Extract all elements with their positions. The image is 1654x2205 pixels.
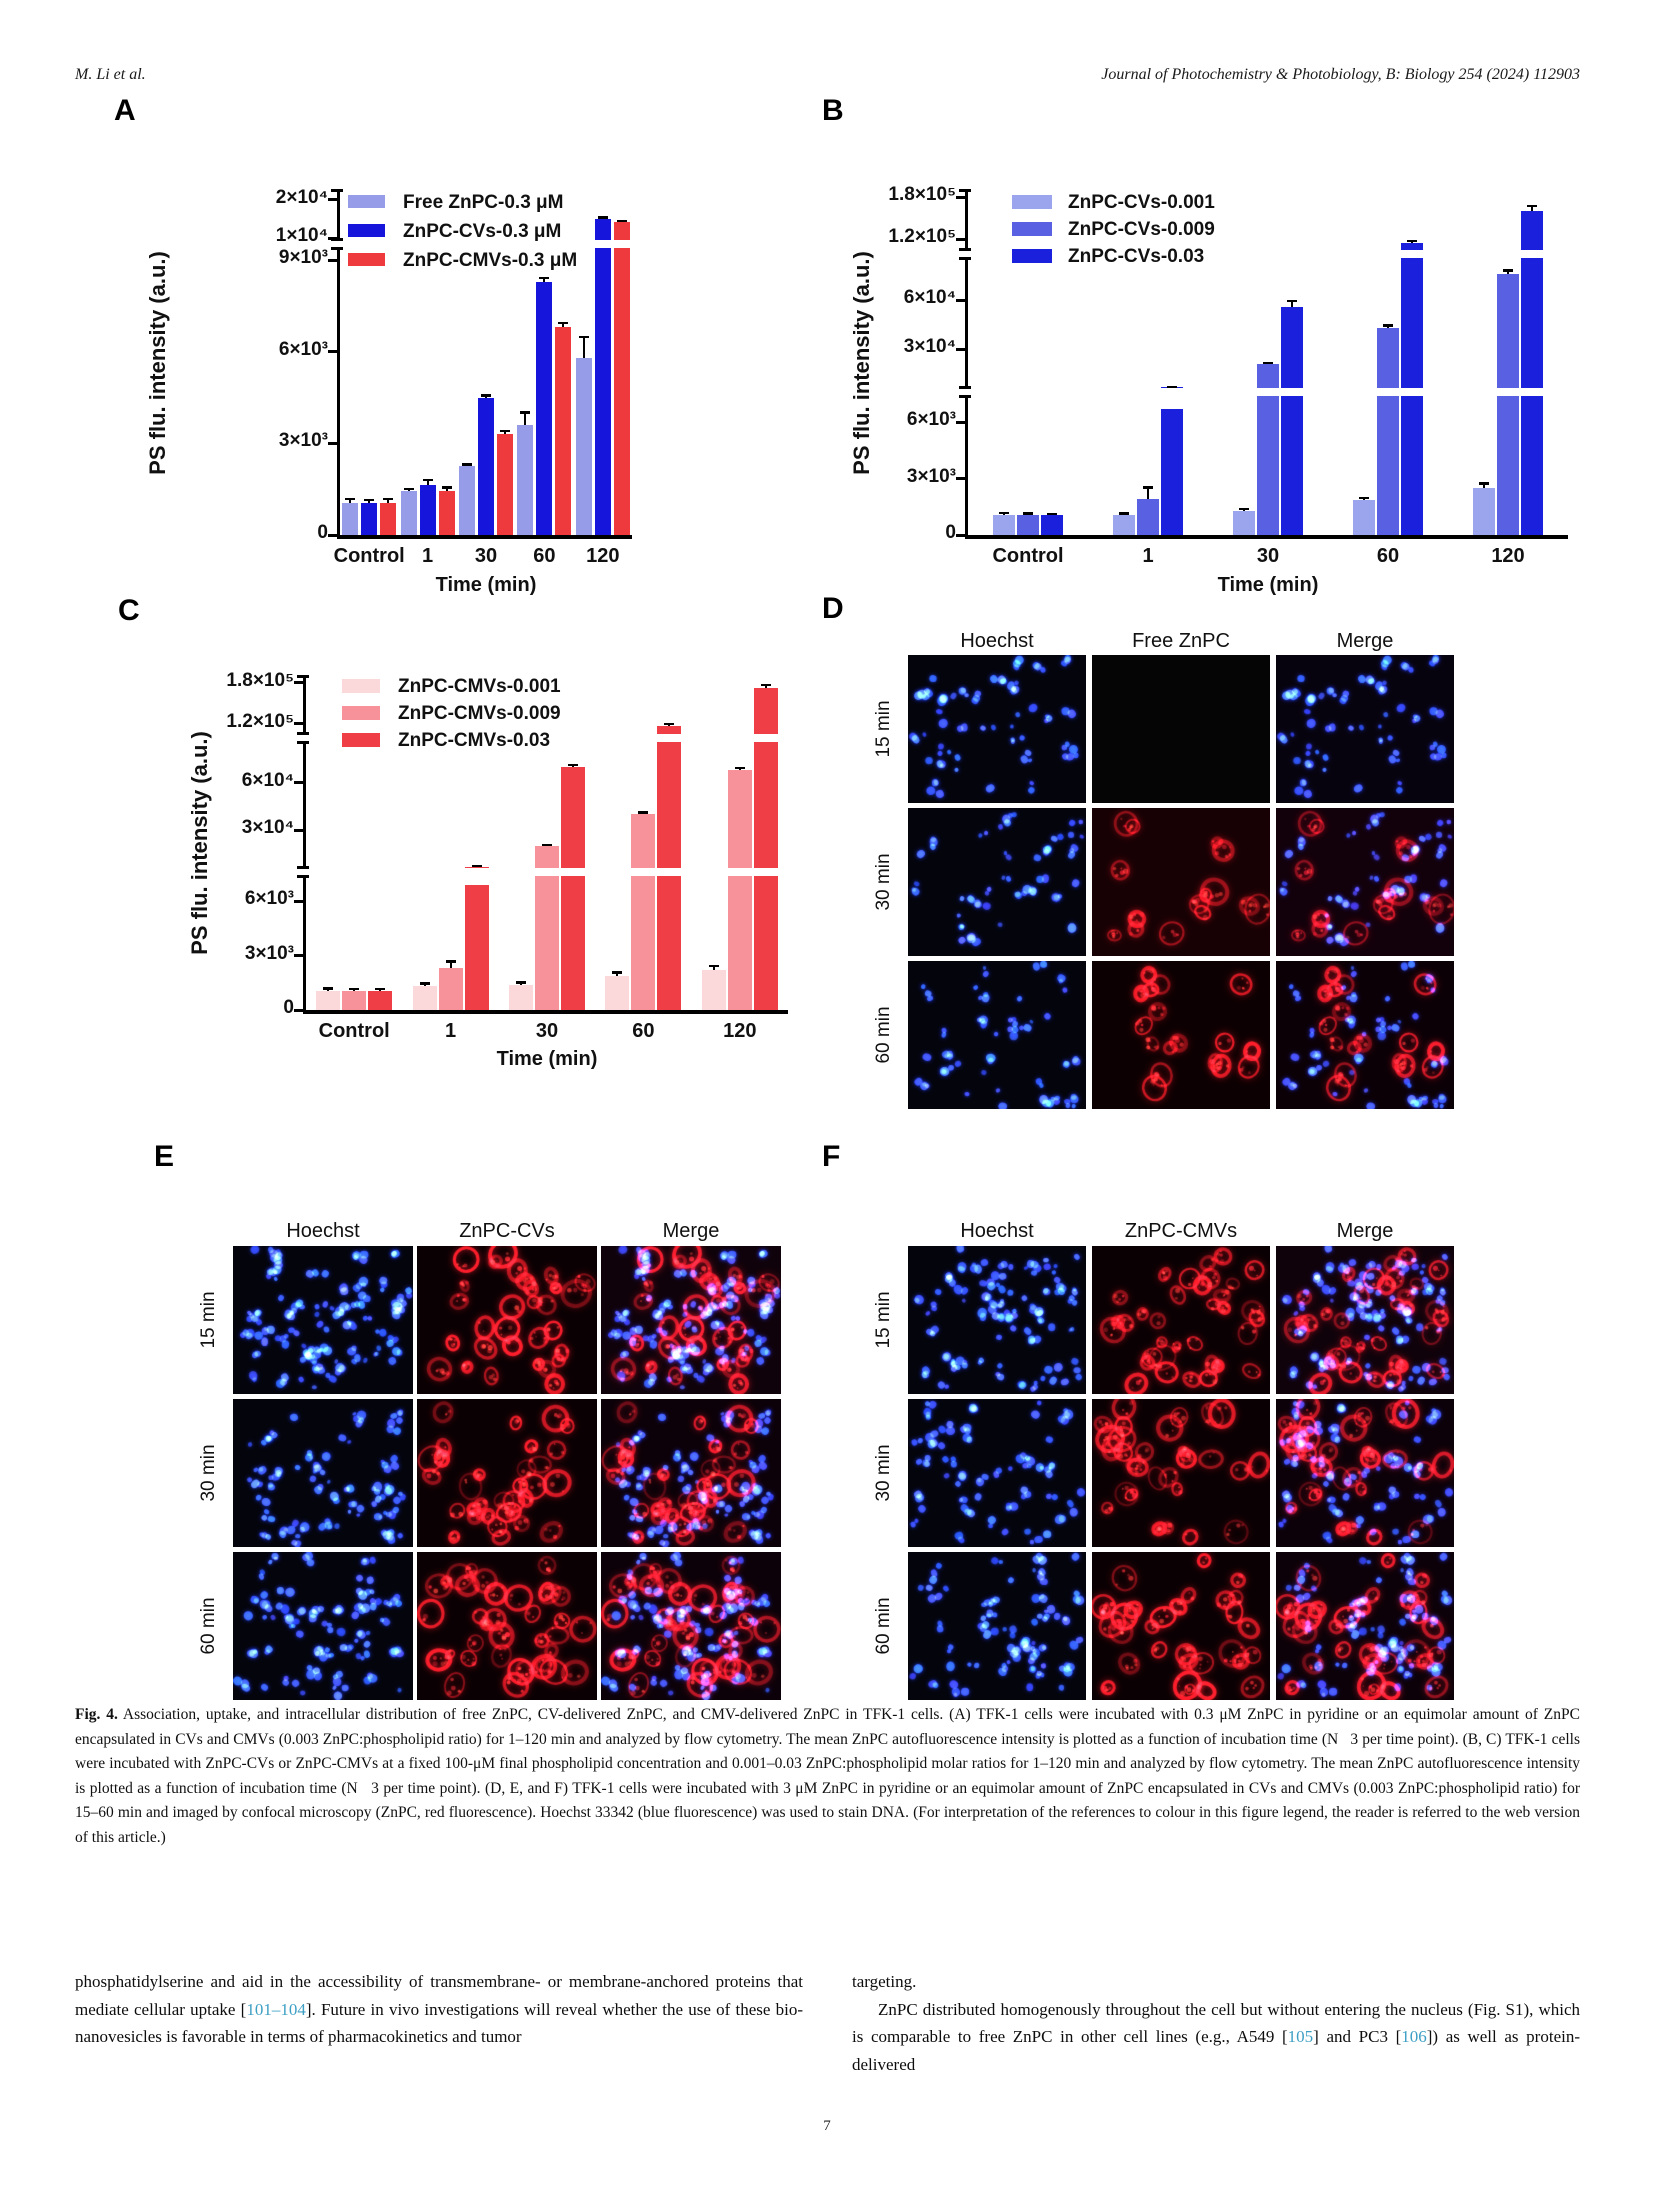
error-bar-cap	[481, 394, 491, 397]
error-bar-cap	[349, 988, 359, 991]
y-tick-label: 3×10³	[278, 430, 328, 452]
reference-link[interactable]: 106	[1401, 2027, 1427, 2046]
y-tick-label: 3×10³	[244, 942, 294, 964]
bar	[728, 770, 752, 868]
tick-mark	[956, 477, 968, 480]
bar	[478, 398, 494, 535]
tick-mark	[294, 681, 306, 684]
micro-row-label: 60 min	[873, 1597, 894, 1655]
error-bar-cap	[423, 479, 433, 482]
body-paragraph	[75, 1968, 803, 2051]
axis-cap	[959, 248, 971, 251]
error-bar-cap	[383, 498, 393, 501]
error-bar-cap	[761, 684, 771, 687]
bar	[420, 485, 436, 535]
text-segment: Association, uptake, and intracellular distribution of free ZnPC, CV-delivered ZnPC, and CMV-delivered ZnPC in TFK-1 cells. (A) TFK-1 cells were incubated with 0.3 μM ZnPC in pyridine or an equimolar amount of ZnPC encapsulated in CVs and CMVs (0.003 ZnPC:phospholipid ratio) for 1–120 min and analyzed by flow cytometry. The mean ZnPC autofluorescence intensity is plotted as a function of incubation time (N 3 per time point). (B, C) TFK-1 cells were incubated with ZnPC-CVs or ZnPC-CMVs at a fixed 100-μM final phospholipid concentration and 0.001–0.03 ZnPC:phospholipid molar ratios for 1–120 min and analyzed by flow cytometry. The mean ZnPC autofluorescence intensity is plotted as a function of incubation time (N 3 per time point). (D, E, and F) TFK-1 cells were incubated with 3 μM ZnPC in pyridine or an equimolar amount of ZnPC encapsulated in CVs and CMVs (0.003 ZnPC:phospholipid ratio) for 15–60 min and imaged by confocal microscopy (ZnPC, red fluorescence). Hoechst 33342 (blue fluorescence) was used to stain DNA. (For interpretation of the references to colour in this figure legend, the reader is referred to the web version of this article.)	[75, 1706, 1580, 1846]
error-bar-cap	[612, 971, 622, 974]
micrograph-image	[1092, 1399, 1270, 1547]
bar	[459, 466, 475, 535]
text-segment: phosphatidylserine and aid in the accessibility of transmembrane- or membrane-anchored proteins that mediate cellular uptake [	[75, 1972, 803, 2019]
micrograph-image	[417, 1552, 597, 1700]
y-axis-title: PS flu. intensity (a.u.)	[187, 731, 212, 955]
y-tick-label: 3×10⁴	[903, 336, 956, 357]
y-tick-label: 1.8×10⁵	[888, 184, 956, 206]
error-bar-cap	[1047, 513, 1057, 516]
tick-mark	[956, 196, 968, 199]
y-axis-segment	[303, 742, 306, 868]
y-tick-label: 0	[317, 522, 328, 543]
bar	[561, 767, 585, 868]
bar	[439, 491, 455, 535]
error-bar	[524, 412, 526, 425]
panel-label-a: A	[114, 94, 136, 127]
bar	[1401, 396, 1423, 535]
bar	[497, 434, 513, 535]
x-tick-label: 60	[533, 545, 556, 567]
bar	[1137, 499, 1159, 535]
error-bar-cap	[516, 981, 526, 984]
bar	[631, 876, 655, 1010]
micrograph-image	[1276, 808, 1454, 956]
bar	[595, 219, 611, 240]
text-segment: ZnPC distributed homogenously throughout the cell but without entering the nucleus (Fig. S1), which is comparable to free ZnPC in other cell lines (e.g., A549 [	[852, 1999, 1580, 2046]
micrograph-image	[1276, 961, 1454, 1109]
micrograph-image	[601, 1246, 781, 1394]
micrograph-image	[1092, 1552, 1270, 1700]
error-bar-cap	[1407, 240, 1417, 243]
bar	[509, 985, 533, 1010]
tick-mark	[328, 259, 340, 262]
micrograph-image	[908, 1552, 1086, 1700]
micrograph-image	[908, 1399, 1086, 1547]
legend-label: ZnPC-CMVs-0.001	[398, 676, 561, 697]
tick-mark	[294, 829, 306, 832]
axis-cap	[959, 386, 971, 389]
header-authors: M. Li et al.	[75, 66, 146, 83]
reference-link[interactable]: 101–104	[246, 1999, 306, 2019]
bar	[1281, 396, 1303, 535]
micrograph-image	[601, 1552, 781, 1700]
tick-mark	[956, 238, 968, 241]
panel-label-f: F	[822, 1140, 841, 1173]
bar	[754, 876, 778, 1010]
x-tick-label: 60	[632, 1020, 655, 1042]
panel-label-b: B	[822, 94, 844, 127]
error-bar-cap	[664, 723, 674, 726]
reference-link[interactable]: 105	[1287, 2027, 1314, 2046]
micro-row-label: 60 min	[198, 1597, 219, 1655]
y-tick-label: 1×10⁴	[275, 225, 328, 247]
bar	[993, 515, 1015, 535]
bar	[1113, 515, 1135, 535]
panel-label-c: C	[118, 594, 140, 627]
y-axis-segment	[965, 190, 968, 250]
legend-swatch	[342, 679, 380, 693]
bar	[1017, 515, 1039, 535]
bar	[535, 876, 559, 1010]
x-axis-title: Time (min)	[435, 574, 537, 596]
y-axis-segment	[965, 396, 968, 535]
micro-column-header: Free ZnPC	[1132, 630, 1230, 652]
micro-column-header: Hoechst	[960, 1220, 1034, 1242]
body-paragraph	[852, 1968, 1580, 1996]
micrograph-image	[417, 1246, 597, 1394]
legend-label: ZnPC-CVs-0.3 μM	[403, 221, 562, 242]
y-tick-label: 6×10⁴	[903, 287, 956, 309]
error-bar-cap	[1119, 512, 1129, 515]
x-tick-label: Control	[318, 1020, 390, 1042]
error-bar-cap	[598, 216, 608, 219]
bar	[1497, 396, 1519, 535]
error-bar-cap	[323, 987, 333, 990]
micrograph-image	[1092, 961, 1270, 1109]
x-tick-label: 120	[1491, 545, 1525, 567]
error-bar-cap	[345, 498, 355, 501]
micrograph-image	[601, 1399, 781, 1547]
micro-row-label: 15 min	[198, 1291, 219, 1349]
micrograph-image	[233, 1552, 413, 1700]
legend-swatch	[1012, 195, 1052, 209]
micro-row-label: 15 min	[873, 1291, 894, 1349]
bar	[1233, 511, 1255, 535]
error-bar-cap	[617, 220, 627, 223]
micro-row-label: 30 min	[198, 1444, 219, 1502]
bar	[1257, 364, 1279, 388]
bar	[1041, 515, 1063, 535]
tick-mark	[956, 421, 968, 424]
error-bar-cap	[1359, 497, 1369, 500]
x-tick-label: 30	[1256, 545, 1280, 567]
bar	[595, 248, 611, 535]
bar	[535, 846, 559, 868]
bar	[614, 222, 630, 240]
tick-mark	[294, 900, 306, 903]
y-tick-label: 6×10³	[244, 888, 294, 910]
x-tick-label: 120	[723, 1020, 757, 1042]
bar	[342, 503, 358, 535]
x-tick-label: 1	[1142, 545, 1154, 567]
legend-label: ZnPC-CVs-0.001	[1068, 192, 1215, 213]
legend-swatch	[342, 733, 380, 747]
micro-column-header: ZnPC-CVs	[459, 1220, 555, 1242]
bar	[342, 991, 366, 1010]
legend-label: ZnPC-CVs-0.009	[1068, 219, 1215, 240]
body-column-left	[75, 1968, 803, 2051]
micro-column-header: Merge	[1336, 630, 1394, 652]
bar	[1473, 488, 1495, 535]
x-tick-label: Control	[992, 545, 1064, 567]
bar	[754, 688, 778, 734]
y-tick-label: 3×10³	[906, 465, 956, 487]
y-tick-label: 6×10⁴	[241, 769, 294, 791]
x-tick-label: 60	[1376, 545, 1400, 567]
bar	[1377, 328, 1399, 388]
micro-column-header: Merge	[1336, 1220, 1394, 1242]
bar	[1521, 211, 1543, 250]
micrograph-image	[233, 1246, 413, 1394]
error-bar	[583, 337, 585, 358]
error-bar-cap	[446, 960, 456, 963]
y-tick-label: 9×10³	[278, 247, 328, 269]
x-axis-title: Time (min)	[496, 1048, 598, 1070]
error-bar-cap	[420, 982, 430, 985]
legend-label: ZnPC-CVs-0.03	[1068, 246, 1205, 267]
bar	[536, 282, 552, 535]
axis-cap	[297, 732, 309, 735]
error-bar-cap	[442, 486, 452, 489]
bar	[517, 425, 533, 535]
axis-cap	[331, 189, 343, 192]
error-bar-cap	[539, 277, 549, 280]
bar	[413, 986, 437, 1010]
x-tick-label: 30	[535, 1020, 559, 1042]
error-bar-cap	[558, 322, 568, 325]
micrograph-image	[908, 808, 1086, 956]
bar	[361, 503, 377, 535]
micrograph-image	[1276, 1246, 1454, 1394]
tick-mark	[328, 442, 340, 445]
bar	[1521, 258, 1543, 388]
bar	[631, 814, 655, 868]
tick-mark	[294, 722, 306, 725]
text-segment: ]) as well as protein-delivered	[852, 2027, 1580, 2074]
y-tick-label: 6×10³	[906, 409, 956, 431]
y-tick-label: 3×10⁴	[241, 817, 294, 839]
error-bar-cap	[1167, 386, 1177, 389]
tick-mark	[956, 299, 968, 302]
bar	[439, 968, 463, 1010]
error-bar-cap	[1479, 482, 1489, 485]
x-tick-label: 30	[474, 545, 498, 567]
figure-caption	[75, 1703, 1580, 1850]
y-tick-label: 1.2×10⁵	[226, 710, 294, 732]
micro-row-label: 60 min	[873, 1006, 894, 1064]
micrograph-image	[1092, 808, 1270, 956]
y-axis-segment	[337, 248, 340, 535]
y-axis-segment	[303, 876, 306, 1010]
bar	[657, 742, 681, 868]
error-bar-cap	[709, 965, 719, 968]
tick-mark	[956, 348, 968, 351]
bar	[555, 327, 571, 535]
bar	[1161, 409, 1183, 535]
legend-swatch	[348, 224, 385, 237]
axis-cap	[959, 395, 971, 398]
error-bar-cap	[472, 865, 482, 868]
page-number: 7	[823, 2118, 831, 2134]
micrograph-image	[908, 961, 1086, 1109]
error-bar-cap	[404, 488, 414, 491]
error-bar-cap	[1287, 300, 1297, 303]
error-bar-cap	[520, 411, 530, 414]
axis-cap	[297, 741, 309, 744]
bar	[1521, 396, 1543, 535]
bar	[561, 876, 585, 1010]
tick-mark	[328, 237, 340, 240]
y-tick-label: 0	[283, 997, 294, 1018]
error-bar-cap	[375, 988, 385, 991]
bar	[316, 991, 340, 1010]
error-bar-cap	[1383, 324, 1393, 327]
x-axis-title: Time (min)	[1217, 574, 1319, 596]
bar	[368, 991, 392, 1010]
micrograph-image	[1276, 655, 1454, 803]
x-tick-label: Control	[333, 545, 405, 567]
bar	[605, 976, 629, 1010]
legend-label: Free ZnPC-0.3 μM	[403, 192, 564, 213]
body-column-right	[852, 1968, 1580, 2078]
text-segment: targeting.	[852, 1972, 917, 1991]
micrograph-image	[1092, 655, 1270, 803]
x-tick-label: 1	[445, 1020, 457, 1042]
micro-column-header: Hoechst	[286, 1220, 360, 1242]
micro-column-header: Hoechst	[960, 630, 1034, 652]
axis-cap	[959, 189, 971, 192]
error-bar-cap	[638, 811, 648, 814]
bar	[1497, 274, 1519, 388]
bar	[1257, 396, 1279, 535]
legend-swatch	[348, 195, 385, 208]
y-tick-label: 0	[945, 522, 956, 543]
micrograph-image	[908, 1246, 1086, 1394]
bar	[1353, 500, 1375, 535]
micrograph-image	[1092, 1246, 1270, 1394]
y-tick-label: 1.8×10⁵	[226, 669, 294, 691]
y-tick-label: 1.2×10⁵	[888, 226, 956, 248]
tick-mark	[294, 781, 306, 784]
error-bar-cap	[542, 844, 552, 847]
error-bar-cap	[999, 512, 1009, 515]
legend-label: ZnPC-CMVs-0.009	[398, 703, 561, 724]
bar	[380, 503, 396, 535]
micro-row-label: 30 min	[873, 853, 894, 911]
bar	[754, 742, 778, 868]
error-bar-cap	[1023, 512, 1033, 515]
micro-row-label: 30 min	[873, 1444, 894, 1502]
bar	[614, 248, 630, 535]
header-journal: Journal of Photochemistry & Photobiology, B: Biology 254 (2024) 112903	[1101, 66, 1580, 83]
y-tick-label: 6×10³	[278, 338, 328, 360]
text-segment: ] and PC3 [	[1313, 2027, 1402, 2046]
x-axis-line	[303, 1010, 788, 1014]
bar	[465, 885, 489, 1010]
error-bar-cap	[579, 336, 589, 339]
tick-mark	[294, 954, 306, 957]
panel-label-d: D	[822, 592, 844, 625]
bar	[1401, 243, 1423, 250]
error-bar-cap	[1239, 508, 1249, 511]
x-axis-line	[965, 535, 1568, 539]
bar	[657, 876, 681, 1010]
axis-cap	[297, 866, 309, 869]
legend-swatch	[348, 253, 385, 266]
micro-column-header: ZnPC-CMVs	[1124, 1220, 1238, 1242]
micrograph-image	[908, 655, 1086, 803]
error-bar-cap	[364, 499, 374, 502]
x-axis-line	[337, 535, 632, 539]
text-segment: Fig. 4.	[75, 1706, 118, 1723]
error-bar	[1147, 487, 1149, 499]
bar	[728, 876, 752, 1010]
micrograph-image	[1276, 1552, 1454, 1700]
bar	[401, 491, 417, 535]
legend-label: ZnPC-CMVs-0.03	[398, 730, 551, 751]
legend-label: ZnPC-CMVs-0.3 μM	[403, 250, 578, 271]
micrograph-image	[417, 1399, 597, 1547]
body-paragraph	[852, 1996, 1580, 2079]
x-tick-label: 1	[422, 545, 434, 567]
y-axis-title: PS flu. intensity (a.u.)	[849, 251, 874, 475]
bar	[657, 726, 681, 734]
bar	[576, 358, 592, 535]
text-segment: ]. Future in vivo investigations will reveal whether the use of these bio-nanovesicles is favorable in terms of pharmacokinetics and tumor	[75, 1999, 803, 2046]
axis-cap	[297, 875, 309, 878]
error-bar-cap	[1503, 269, 1513, 272]
tick-mark	[328, 350, 340, 353]
tick-mark	[328, 198, 340, 201]
error-bar-cap	[462, 463, 472, 466]
y-axis-segment	[303, 676, 306, 734]
micro-column-header: Merge	[662, 1220, 720, 1242]
panel-label-e: E	[154, 1140, 175, 1173]
bar	[1401, 258, 1423, 388]
micrograph-image	[1276, 1399, 1454, 1547]
micro-row-label: 15 min	[873, 700, 894, 758]
error-bar-cap	[1527, 205, 1537, 208]
x-tick-label: 120	[586, 545, 620, 567]
legend-swatch	[1012, 222, 1052, 236]
y-axis-segment	[965, 258, 968, 388]
y-tick-label: 2×10⁴	[275, 186, 328, 208]
error-bar-cap	[568, 764, 578, 767]
bar	[1281, 307, 1303, 388]
error-bar-cap	[735, 767, 745, 770]
axis-cap	[959, 257, 971, 260]
bar	[702, 970, 726, 1010]
error-bar-cap	[1143, 486, 1153, 489]
axis-cap	[297, 675, 309, 678]
legend-swatch	[1012, 249, 1052, 263]
y-axis-title: PS flu. intensity (a.u.)	[145, 251, 170, 475]
legend-swatch	[342, 706, 380, 720]
error-bar-cap	[500, 430, 510, 433]
axis-cap	[331, 247, 343, 250]
error-bar-cap	[1263, 362, 1273, 365]
micrograph-image	[233, 1399, 413, 1547]
bar	[1377, 396, 1399, 535]
